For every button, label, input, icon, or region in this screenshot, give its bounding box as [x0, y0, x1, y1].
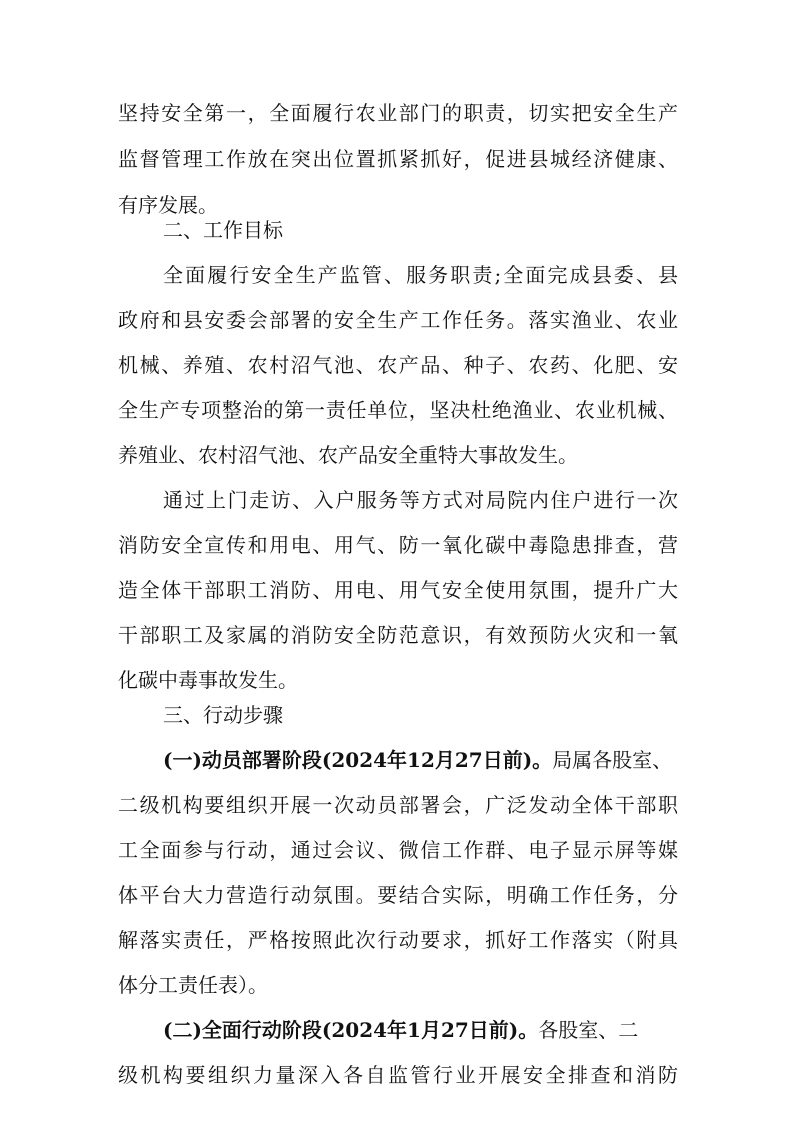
paragraph-line: 全面履行安全生产监管、服务职责;全面完成县委、县	[163, 263, 678, 287]
paragraph-line: 造全体干部职工消防、用电、用气安全使用氛围，提升广大	[118, 578, 678, 602]
section-heading-steps: 三、行动步骤	[163, 703, 283, 727]
section-heading-goals: 二、工作目标	[163, 218, 283, 242]
paragraph-line: 有序发展。	[118, 193, 218, 217]
paragraph-line: 消防安全宣传和用电、用气、防一氧化碳中毒隐患排查，营	[118, 533, 678, 557]
paragraph-line: 全生产专项整治的第一责任单位，坚决杜绝渔业、农业机械、	[118, 398, 678, 422]
paragraph-line: 二级机构要组织开展一次动员部署会，广泛发动全体干部职	[118, 793, 678, 817]
paragraph-line	[163, 743, 678, 777]
paragraph-line: 解落实责任，严格按照此次行动要求，抓好工作落实（附具	[118, 928, 678, 952]
paragraph-line: 体平台大力营造行动氛围。要结合实际，明确工作任务，分	[118, 883, 678, 907]
paragraph-line: 养殖业、农村沼气池、农产品安全重特大事故发生。	[118, 443, 578, 467]
paragraph-line: 监督管理工作放在突出位置抓紧抓好，促进县城经济健康、	[118, 147, 678, 171]
stage-one-text: 局属各股室、	[552, 748, 673, 772]
paragraph-line	[163, 1013, 678, 1047]
stage-two-title: (二)全面行动阶段(2024年1月27日前)。	[163, 1018, 539, 1042]
paragraph-line: 工全面参与行动，通过会议、微信工作群、电子显示屏等媒	[118, 838, 678, 862]
stage-one-title: (一)动员部署阶段(2024年12月27日前)。	[163, 748, 553, 772]
paragraph-line: 干部职工及家属的消防安全防范意识，有效预防火灾和一氧	[118, 623, 678, 647]
paragraph-line: 通过上门走访、入户服务等方式对局院内住户进行一次	[163, 488, 678, 512]
paragraph-line: 体分工责任表）。	[118, 973, 268, 997]
paragraph-line: 级机构要组织力量深入各自监管行业开展安全排查和消防	[118, 1063, 678, 1087]
paragraph-line: 坚持安全第一，全面履行农业部门的职责，切实把安全生产	[118, 101, 678, 125]
paragraph-line: 机械、养殖、农村沼气池、农产品、种子、农药、化肥、安	[118, 353, 678, 377]
paragraph-line: 政府和县安委会部署的安全生产工作任务。落实渔业、农业	[118, 308, 678, 332]
paragraph-line: 化碳中毒事故发生。	[118, 668, 298, 692]
stage-two-text: 各股室、二	[538, 1018, 639, 1042]
